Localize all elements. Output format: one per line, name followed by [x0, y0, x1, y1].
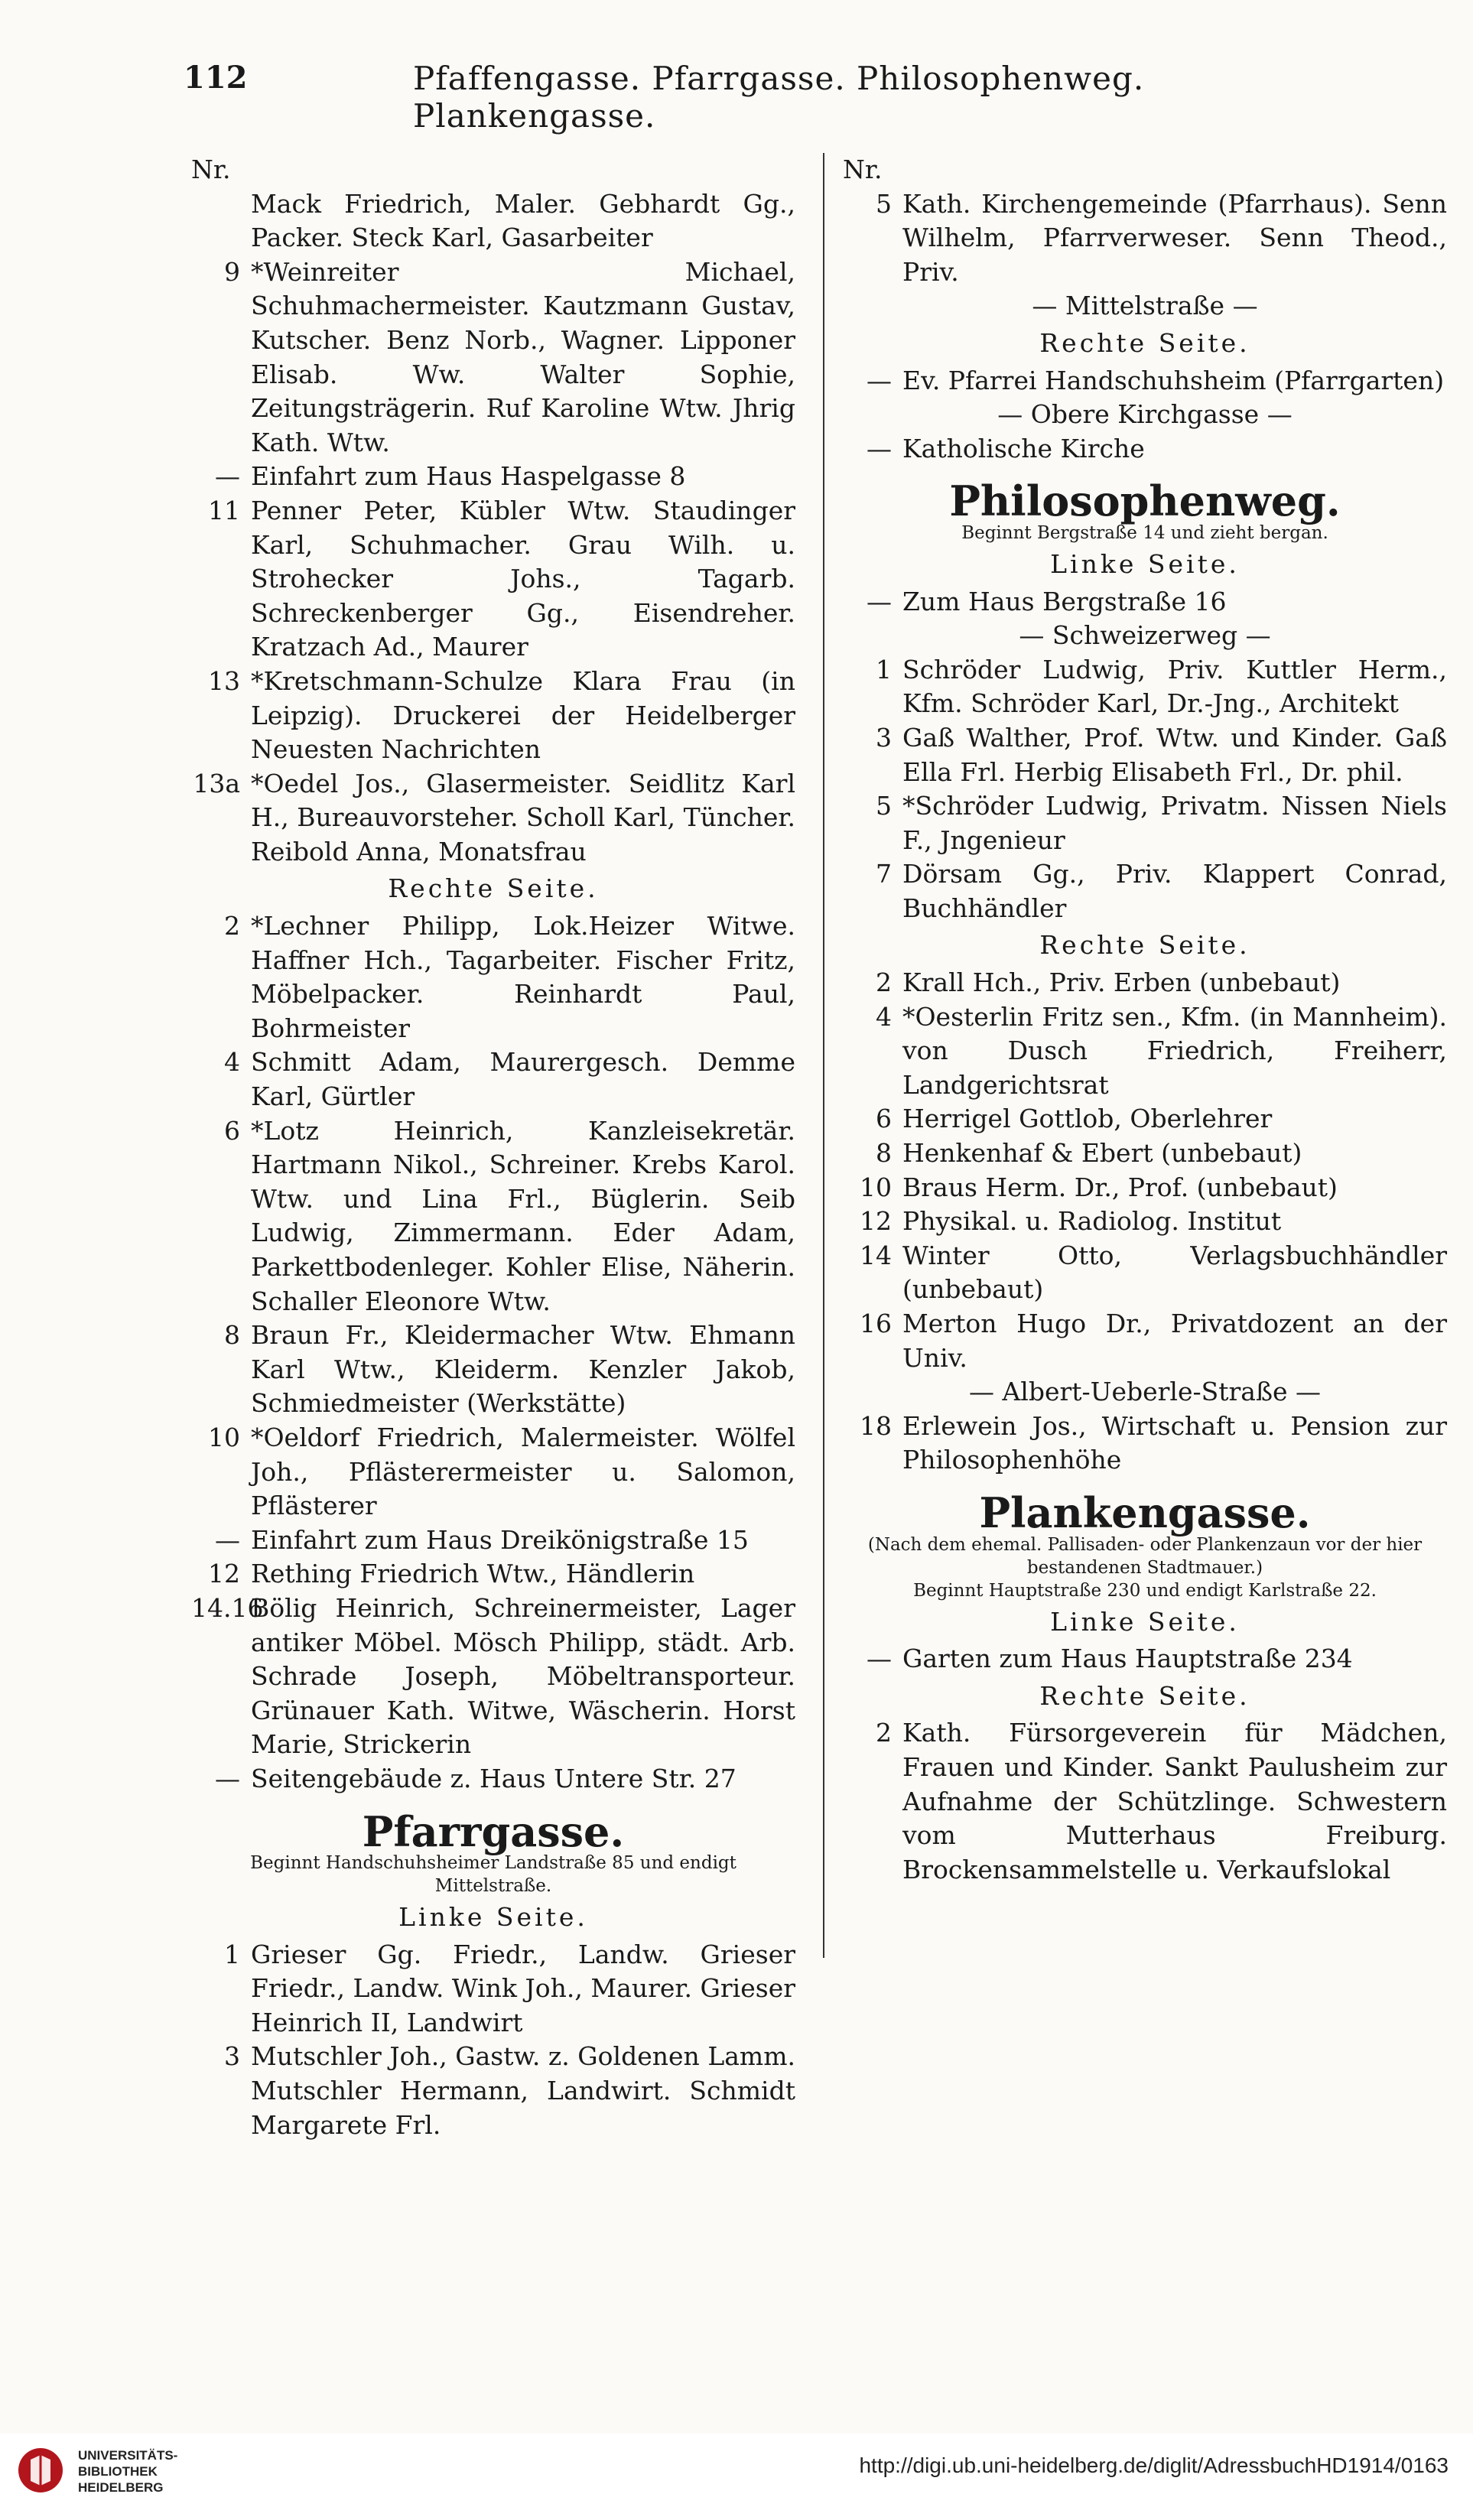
directory-entry	[843, 1102, 1447, 1136]
house-number: —	[215, 1763, 240, 1793]
house-number: 12	[208, 1559, 240, 1589]
entry-list	[843, 1716, 1447, 1887]
entry-list	[843, 653, 1447, 926]
house-number: 10	[860, 1172, 892, 1202]
house-number: —	[215, 1524, 240, 1555]
house-number: 5	[876, 188, 892, 219]
entry-text: Schröder Ludwig, Priv. Kuttler Herm., Kfm. Schröder Karl, Dr.-Jng., Architekt	[902, 654, 1447, 719]
directory-entry	[191, 1421, 795, 1523]
house-number: —	[867, 433, 892, 463]
entry-text: Erlewein Jos., Wirtschaft u. Pension zur Philosophenhöhe	[902, 1410, 1447, 1475]
house-number: 4	[876, 1001, 892, 1032]
directory-entry	[191, 187, 795, 255]
entry-text: Mutschler Joh., Gastw. z. Goldenen Lamm. Mutschler Hermann, Landwirt. Schmidt Margarete Frl.	[251, 2041, 795, 2140]
house-number: 14	[860, 1240, 892, 1270]
entry-text: Rething Friedrich Wtw., Händlerin	[251, 1559, 695, 1589]
house-number: 6	[876, 1104, 892, 1134]
house-number: 4	[224, 1047, 240, 1078]
house-number: 13	[208, 665, 240, 696]
side-heading: Linke Seite.	[1050, 1606, 1240, 1637]
house-number: 3	[876, 722, 892, 753]
side-heading: Rechte Seite.	[1039, 327, 1250, 358]
street-note: (Nach dem ehemal. Pallisaden- oder Plankenzaun vor der hier bestandenen Stadtmauer.)	[867, 1534, 1423, 1578]
directory-entry	[191, 1557, 795, 1592]
entry-list	[191, 909, 795, 1796]
directory-entry	[843, 721, 1447, 789]
house-number	[191, 187, 251, 255]
entry-text: *Kretschmann-Schulze Klara Frau (in Leipzig). Druckerei der Heidelberger Neuesten Nachrichten	[251, 665, 795, 765]
house-number: —	[867, 1644, 892, 1674]
entry-text: *Oesterlin Fritz sen., Kfm. (in Mannheim). von Dusch Friedrich, Freiherr, Landgerichtsrat	[902, 1001, 1447, 1100]
street-title: Pfarrgasse.	[362, 1806, 625, 1856]
street-subtitle: Beginnt Bergstraße 14 und zieht bergan.	[961, 522, 1328, 543]
cross-street: — Obere Kirchgasse —	[997, 399, 1293, 430]
street-title: Philosophenweg.	[949, 476, 1341, 526]
house-number: 14.16	[191, 1592, 264, 1623]
directory-entry	[843, 1642, 1447, 1676]
page-header	[184, 60, 1300, 135]
entry-text: Gaß Walther, Prof. Wtw. und Kinder. Gaß Ella Frl. Herbig Elisabeth Frl., Dr. phil.	[902, 722, 1447, 787]
directory-entry	[191, 1045, 795, 1114]
directory-entry	[191, 665, 795, 767]
house-number: 5	[876, 791, 892, 821]
side-heading: Rechte Seite.	[1039, 930, 1250, 961]
entry-text: Winter Otto, Verlagsbuchhändler (unbebaut)	[902, 1240, 1447, 1305]
entry-list	[191, 1938, 795, 2143]
nr-label: Nr.	[843, 154, 883, 184]
directory-entry	[843, 585, 1447, 619]
directory-entry	[843, 1410, 1447, 1478]
entry-text: Einfahrt zum Haus Haspelgasse 8	[251, 461, 686, 492]
entry-list	[843, 585, 1447, 619]
directory-entry	[843, 653, 1447, 721]
entry-text: *Schröder Ludwig, Privatm. Nissen Niels F., Jngenieur	[902, 791, 1447, 855]
cross-street: — Mittelstraße —	[1032, 291, 1258, 321]
entry-text: Katholische Kirche	[902, 433, 1145, 463]
entry-text: Braun Fr., Kleidermacher Wtw. Ehmann Karl Wtw., Kleiderm. Kenzler Jakob, Schmiedmeister (Werkstätte)	[251, 1320, 795, 1419]
entry-text: Schmitt Adam, Maurergesch. Demme Karl, Gürtler	[251, 1047, 795, 1112]
directory-entry	[191, 767, 795, 870]
entry-list	[843, 1642, 1447, 1676]
entry-list	[191, 187, 795, 870]
house-number: —	[215, 461, 240, 492]
entry-text: Einfahrt zum Haus Dreikönigstraße 15	[251, 1524, 749, 1555]
house-number: 10	[208, 1422, 240, 1452]
entry-text: Dörsam Gg., Priv. Klappert Conrad, Buchhändler	[902, 859, 1447, 923]
page-number: 112	[184, 60, 248, 96]
house-number: —	[867, 365, 892, 395]
directory-entry	[843, 432, 1447, 467]
directory-entry	[843, 1307, 1447, 1375]
entry-text: Seitengebäude z. Haus Untere Str. 27	[251, 1763, 736, 1793]
entry-text: *Weinreiter Michael, Schuhmachermeister. Kautzmann Gustav, Kutscher. Benz Norb., Wagner. Lipponer Elisab. Ww. Walter Sophie, Zeitungsträgerin. Ruf Karoline Wtw. Jhrig Kath. Wtw.	[251, 256, 795, 457]
directory-entry	[191, 1523, 795, 1558]
house-number: 9	[224, 256, 240, 287]
directory-entry	[191, 1114, 795, 1319]
left-column	[191, 153, 795, 2142]
directory-entry	[191, 494, 795, 665]
street-title: Plankengasse.	[979, 1488, 1311, 1537]
house-number: 1	[224, 1939, 240, 1969]
entry-text: *Oedel Jos., Glasermeister. Seidlitz Karl H., Bureauvorsteher. Scholl Karl, Tüncher. Reibold Anna, Monatsfrau	[251, 768, 795, 867]
column-divider	[823, 153, 824, 1958]
right-column	[843, 153, 1447, 1887]
directory-entry	[191, 1938, 795, 2040]
logo-line: BIBLIOTHEK	[78, 2464, 158, 2479]
directory-entry	[191, 909, 795, 1045]
entry-text: Grieser Gg. Friedr., Landw. Grieser Friedr., Landw. Wink Joh., Maurer. Grieser Heinrich II, Landwirt	[251, 1939, 795, 2037]
house-number: 2	[224, 911, 240, 941]
house-number: 1	[876, 654, 892, 684]
entry-list	[843, 364, 1447, 398]
cross-street: — Schweizerweg —	[1019, 620, 1271, 651]
entry-text: Garten zum Haus Hauptstraße 234	[902, 1644, 1353, 1674]
entry-list	[843, 187, 1447, 290]
house-number: 11	[208, 495, 240, 525]
directory-entry	[191, 2040, 795, 2142]
directory-entry	[843, 1000, 1447, 1103]
directory-entry	[843, 1171, 1447, 1205]
directory-entry	[843, 966, 1447, 1000]
house-number: 12	[860, 1206, 892, 1237]
house-number: —	[867, 586, 892, 616]
entry-text: *Lotz Heinrich, Kanzleisekretär. Hartmann Nikol., Schreiner. Krebs Karol. Wtw. und Lina Frl., Büglerin. Seib Ludwig, Zimmermann. Eder Adam, Parkettbodenleger. Kohler Elise, Näherin. Schaller Eleonore Wtw.	[251, 1115, 795, 1316]
side-heading: Rechte Seite.	[1039, 1680, 1250, 1711]
directory-entry	[191, 1592, 795, 1762]
source-url-link[interactable]: http://digi.ub.uni-heidelberg.de/diglit/AdressbuchHD1914/0163	[859, 2453, 1449, 2477]
directory-entry	[843, 1205, 1447, 1239]
entry-text: Henkenhaf & Ebert (unbebaut)	[902, 1138, 1302, 1169]
side-heading: Rechte Seite.	[388, 873, 599, 904]
entry-text: Braus Herm. Dr., Prof. (unbebaut)	[902, 1172, 1338, 1202]
entry-text: *Oeldorf Friedrich, Malermeister. Wölfel Joh., Pflästerermeister u. Salomon, Pflästerer	[251, 1422, 795, 1521]
house-number: 6	[224, 1115, 240, 1146]
house-number: 16	[860, 1309, 892, 1338]
entry-text: Physikal. u. Radiolog. Institut	[902, 1206, 1282, 1237]
directory-entry	[191, 460, 795, 494]
house-number: 3	[224, 2041, 240, 2072]
house-number: 2	[876, 967, 892, 998]
side-heading: Linke Seite.	[1050, 548, 1240, 579]
directory-entry	[191, 1762, 795, 1797]
house-number: 13a	[193, 768, 240, 798]
entry-list	[843, 1410, 1447, 1478]
entry-text: Ev. Pfarrei Handschuhsheim (Pfarrgarten)	[902, 365, 1445, 395]
street-subtitle: Beginnt Hauptstraße 230 und endigt Karlstraße 22.	[913, 1580, 1377, 1601]
directory-entry	[843, 187, 1447, 290]
house-number: 18	[860, 1410, 892, 1441]
house-number: 8	[224, 1320, 240, 1351]
entry-text: Merton Hugo Dr., Privatdozent an der Univ.	[902, 1309, 1447, 1373]
entry-text: Bölig Heinrich, Schreinermeister, Lager antiker Möbel. Mösch Philipp, städt. Arb. Schrade Joseph, Möbeltransporteur. Grünauer Kath. Witwe, Wäscherin. Horst Marie, Strickerin	[251, 1592, 795, 1760]
directory-entry	[843, 1239, 1447, 1307]
entry-text: Mack Friedrich, Maler. Gebhardt Gg., Packer. Steck Karl, Gasarbeiter	[251, 188, 795, 253]
nr-label: Nr.	[191, 154, 231, 184]
entry-text: *Lechner Philipp, Lok.Heizer Witwe. Haffner Hch., Tagarbeiter. Fischer Fritz, Möbelpacker. Reinhardt Paul, Bohrmeister	[251, 911, 795, 1043]
logo-line: HEIDELBERG	[78, 2480, 164, 2495]
directory-entry	[843, 364, 1447, 398]
entry-text: Krall Hch., Priv. Erben (unbebaut)	[902, 967, 1341, 998]
directory-entry	[191, 255, 795, 460]
entry-text: Kath. Fürsorgeverein für Mädchen, Frauen und Kinder. Sankt Paulusheim zur Aufnahme der Schützlinge. Schwestern vom Mutterhaus Freiburg. Brockensammelstelle u. Verkaufslokal	[902, 1718, 1447, 1884]
directory-entry	[843, 1136, 1447, 1171]
directory-entry	[191, 1319, 795, 1421]
entry-text: Penner Peter, Kübler Wtw. Staudinger Karl, Schuhmacher. Grau Wilh. u. Strohecker Johs., Tagarb. Schreckenberger Gg., Eisendreher. Kratzach Ad., Maurer	[251, 495, 795, 662]
house-number: 2	[876, 1718, 892, 1748]
house-number: 7	[876, 859, 892, 889]
entry-text: Kath. Kirchengemeinde (Pfarrhaus). Senn Wilhelm, Pfarrverweser. Senn Theod., Priv.	[902, 188, 1447, 287]
running-title: Pfaffengasse. Pfarrgasse. Philosophenweg. Plankengasse.	[413, 60, 1145, 135]
street-subtitle: Beginnt Handschuhsheimer Landstraße 85 und endigt Mittelstraße.	[250, 1853, 736, 1897]
entry-list	[843, 966, 1447, 1375]
entry-list	[843, 432, 1447, 467]
house-number: 8	[876, 1138, 892, 1169]
logo-line: UNIVERSITÄTS-	[78, 2448, 178, 2463]
footer	[0, 2434, 1473, 2520]
library-logo-icon	[17, 2444, 64, 2496]
directory-entry	[843, 789, 1447, 857]
cross-street: — Albert-Ueberle-Straße —	[968, 1377, 1322, 1407]
entry-text: Herrigel Gottlob, Oberlehrer	[902, 1104, 1273, 1134]
side-heading: Linke Seite.	[398, 1902, 588, 1933]
directory-entry	[843, 1716, 1447, 1887]
directory-entry	[843, 857, 1447, 925]
library-name	[78, 2447, 177, 2496]
entry-text: Zum Haus Bergstraße 16	[902, 586, 1227, 616]
